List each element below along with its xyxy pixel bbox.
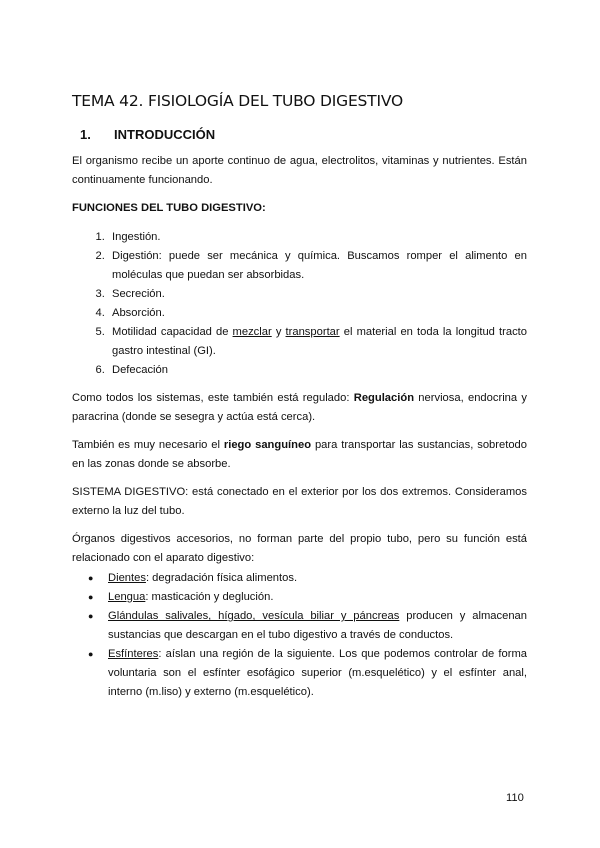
bullet-icon: ● <box>88 573 94 583</box>
underlined-term: Esfínteres <box>108 648 159 660</box>
functions-heading: FUNCIONES DEL TUBO DIGESTIVO: <box>72 202 266 214</box>
bold-term: Regulación <box>353 392 415 404</box>
section-heading <box>80 126 527 144</box>
organs-intro: Órganos digestivos accesorios, no forman parte del propio tubo, pero su función está relacionado con el aparato digestivo: <box>72 533 527 564</box>
intro-paragraph: El organismo recibe un aporte continuo de agua, electrolitos, vitaminas y nutrientes. Están continuamente funcionando. <box>72 155 527 186</box>
bullet-icon: ● <box>88 592 94 602</box>
underlined-term: mezclar <box>232 326 272 338</box>
text-run: para transportar las sustancias, sobretodo en las zonas donde se absorbe. <box>72 439 527 470</box>
text-run: : masticación y deglución. <box>145 591 274 603</box>
page-number: 110 <box>506 792 524 804</box>
regulation-paragraph <box>72 389 527 427</box>
section-label: INTRODUCCIÓN <box>114 127 216 142</box>
list-item <box>108 323 527 361</box>
text-run: Motilidad capacidad de <box>112 326 233 338</box>
list-item <box>88 607 527 645</box>
blood-paragraph <box>72 436 527 474</box>
text-run: : degradación física alimentos. <box>145 572 298 584</box>
page-content <box>72 90 527 702</box>
text-run: producen y almacenan sustancias que descargan en el tubo digestivo a través de conductos. <box>108 610 527 641</box>
bullet-icon: ● <box>88 611 94 621</box>
list-item <box>88 569 527 588</box>
list-item: 2. Digestión: puede ser mecánica y química. Buscamos romper el alimento en moléculas que puedan ser absorbidas. <box>108 247 527 285</box>
page-title: TEMA 42. FISIOLOGÍA DEL TUBO DIGESTIVO <box>72 92 403 110</box>
underlined-term: Glándulas salivales, hígado, vesícula biliar y páncreas <box>108 610 400 622</box>
underlined-term: Dientes <box>108 572 146 584</box>
text-run: Como todos los sistemas, este también está regulado: <box>72 392 354 404</box>
list-item: 6. Defecación <box>108 361 527 380</box>
list-item: 1. Ingestión. <box>108 228 527 247</box>
text-run: el material en toda la longitud tracto gastro intestinal (GI). <box>112 326 527 357</box>
system-paragraph: SISTEMA DIGESTIVO: está conectado en el exterior por los dos extremos. Consideramos externo la luz del tubo. <box>72 486 527 517</box>
underlined-term: Lengua <box>108 591 146 603</box>
list-item: 3. Secreción. <box>108 285 527 304</box>
list-item: 4. Absorción. <box>108 304 527 323</box>
text-run: También es muy necesario el <box>72 439 224 451</box>
list-item <box>88 645 527 702</box>
list-item <box>88 588 527 607</box>
text-run: nerviosa, endocrina y paracrina (donde se sesegra y actúa está cerca). <box>72 392 527 423</box>
bold-term: riego sanguíneo <box>223 439 312 451</box>
bullet-icon: ● <box>88 649 94 659</box>
text-run: : aíslan una región de la siguiente. Los que podemos controlar de forma voluntaria son el esfínter esofágico superior (m.esquelético) y el esfínter anal, interno (m.liso) y externo (m.esquelético). <box>108 648 527 698</box>
functions-list <box>72 228 527 380</box>
text-run: y <box>271 326 286 338</box>
section-number: 1. <box>80 127 91 142</box>
underlined-term: transportar <box>285 326 340 338</box>
organs-list <box>72 569 527 702</box>
